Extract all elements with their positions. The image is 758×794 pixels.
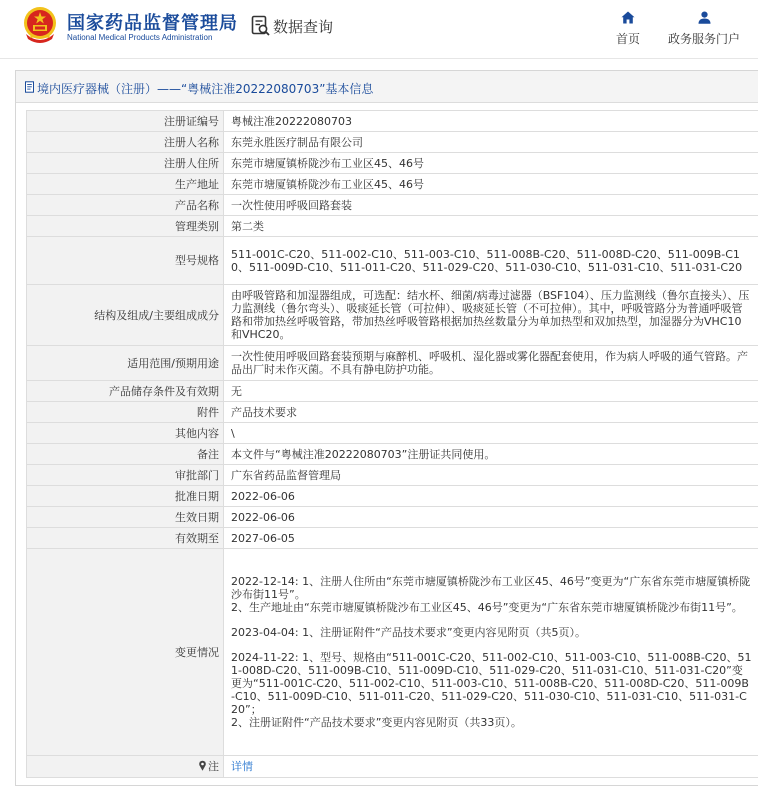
row-label: 生产地址: [27, 174, 224, 195]
change-entry: 2023-04-04: 1、注册证附件“产品技术要求”变更内容见附页（共5页）。: [231, 626, 587, 639]
row-label: 结构及组成/主要组成成分: [27, 285, 224, 346]
row-value: 产品技术要求: [224, 402, 758, 423]
row-model-spec: [27, 237, 758, 285]
row-registrant-address: [27, 153, 758, 174]
data-query-icon: [251, 15, 271, 37]
user-icon: [698, 11, 711, 24]
detail-panel: [15, 70, 758, 786]
row-value: 无: [224, 381, 758, 402]
row-value: 一次性使用呼吸回路套装: [224, 195, 758, 216]
row-category: [27, 216, 758, 237]
row-label: 审批部门: [27, 465, 224, 486]
row-expiry-date: [27, 528, 758, 549]
row-value: 由呼吸管路和加湿器组成，可选配：结水杯、细菌/病毒过滤器（BSF104）、压力监测线（鲁尔直接头）、压力监测线（鲁尔弯头）、吸痰延长管（可拉伸）、吸痰延长管（不可拉伸）。其中，呼吸管路分为普通呼吸管路和带加热丝呼吸管路，带加热丝呼吸管路根据加热丝数量分为单加热型和双加热型，加湿器分为VHC10和VHC20。: [224, 285, 758, 346]
row-label: 其他内容: [27, 423, 224, 444]
note-value: [224, 756, 758, 778]
row-note: [27, 756, 758, 778]
row-label: 型号规格: [27, 237, 224, 285]
row-label: 有效期至: [27, 528, 224, 549]
row-other: [27, 423, 758, 444]
row-label: 备注: [27, 444, 224, 465]
note-label: 注: [208, 760, 219, 773]
row-product-name: [27, 195, 758, 216]
row-label: 管理类别: [27, 216, 224, 237]
row-value: 广东省药品监督管理局: [224, 465, 758, 486]
row-intended-use: [27, 346, 758, 381]
site-title-en: National Medical Products Administration: [67, 33, 213, 42]
row-approval-dept: [27, 465, 758, 486]
row-value: 2022-06-06: [224, 507, 758, 528]
national-emblem-icon: [22, 6, 58, 44]
change-entry: 2022-12-14: 1、注册人住所由“东莞市塘厦镇桥陇沙布工业区45、46号”变更为“广东省东莞市塘厦镇桥陇沙布街11号”。 2、生产地址由“东莞市塘厦镇桥陇沙布工业区45、46号”变更为“广东省东莞市塘厦镇桥陇沙布街11号”。: [231, 575, 751, 614]
nav-home[interactable]: [612, 11, 644, 47]
breadcrumb: [16, 71, 758, 103]
row-value: \: [224, 423, 758, 444]
home-icon: [621, 11, 635, 24]
row-remark: [27, 444, 758, 465]
row-production-address: [27, 174, 758, 195]
details-link[interactable]: 详情: [231, 760, 253, 773]
row-label: 适用范围/预期用途: [27, 346, 224, 381]
row-approval-date: [27, 486, 758, 507]
header-divider: [0, 58, 758, 59]
document-icon: [24, 81, 36, 93]
row-label: 注册人名称: [27, 132, 224, 153]
row-label: 产品名称: [27, 195, 224, 216]
row-effective-date: [27, 507, 758, 528]
row-structure: [27, 285, 758, 346]
row-label: 附件: [27, 402, 224, 423]
row-registrant-name: [27, 132, 758, 153]
row-value: 粤械注准20222080703: [224, 111, 758, 132]
row-value: 东莞永胜医疗制品有限公司: [224, 132, 758, 153]
row-value: 一次性使用呼吸回路套装预期与麻醉机、呼吸机、湿化器或雾化器配套使用，作为病人呼吸的通气管路。产品出厂时未作灭菌。不具有静电防护功能。: [224, 346, 758, 381]
registration-info-table: [26, 110, 758, 778]
data-query-label[interactable]: 数据查询: [273, 18, 334, 36]
row-value: 东莞市塘厦镇桥陇沙布工业区45、46号: [224, 174, 758, 195]
row-label: 生效日期: [27, 507, 224, 528]
row-value: 2027-06-05: [224, 528, 758, 549]
row-label: 注册人住所: [27, 153, 224, 174]
changes-value: [224, 549, 758, 756]
row-value: 本文件与“粤械注准20222080703”注册证共同使用。: [224, 444, 758, 465]
row-value: 2022-06-06: [224, 486, 758, 507]
row-label: 批准日期: [27, 486, 224, 507]
row-value: 第二类: [224, 216, 758, 237]
row-storage: [27, 381, 758, 402]
row-label: 产品储存条件及有效期: [27, 381, 224, 402]
row-changes: [27, 549, 758, 756]
pin-icon: [198, 760, 207, 771]
nav-gov-service-label: 政务服务门户: [667, 32, 740, 46]
nav-home-label: 首页: [615, 32, 640, 46]
row-label: 注册证编号: [27, 111, 224, 132]
row-value: 511-001C-C20、511-002-C10、511-003-C10、511-008B-C20、511-008D-C20、511-009B-C10、511-009D-C10、511-011-C20、511-029-C20、511-030-C10、511-031-C10、511-031-C20: [224, 237, 758, 285]
site-title-cn: 国家药品监督管理局: [67, 13, 238, 34]
row-reg-number: [27, 111, 758, 132]
site-header: [0, 0, 758, 58]
note-label-cell: [27, 756, 224, 778]
row-label: 变更情况: [27, 549, 224, 756]
change-entry: 2024-11-22: 1、型号、规格由“511-001C-C20、511-002-C10、511-003-C10、511-008B-C20、511-008D-C20、511-009B-C10、511-009D-C10、511-029-C20、511-031-C10、511-031-C20”变更为“511-001C-C20、511-002-C10、511-003-C10、511-008B-C20、511-008D-C20、511-009B-C10、511-009D-C10、511-011-C20、511-029-C20、511-030-C10、511-031-C10、511-031-C20”； 2、注册证附件“产品技术要求”变更内容见附页（共33页）。: [231, 651, 752, 729]
row-value: 东莞市塘厦镇桥陇沙布工业区45、46号: [224, 153, 758, 174]
nav-gov-service[interactable]: [666, 11, 742, 47]
breadcrumb-text[interactable]: 境内医疗器械（注册）——“粤械注准20222080703”基本信息: [37, 82, 374, 96]
row-attachment: [27, 402, 758, 423]
